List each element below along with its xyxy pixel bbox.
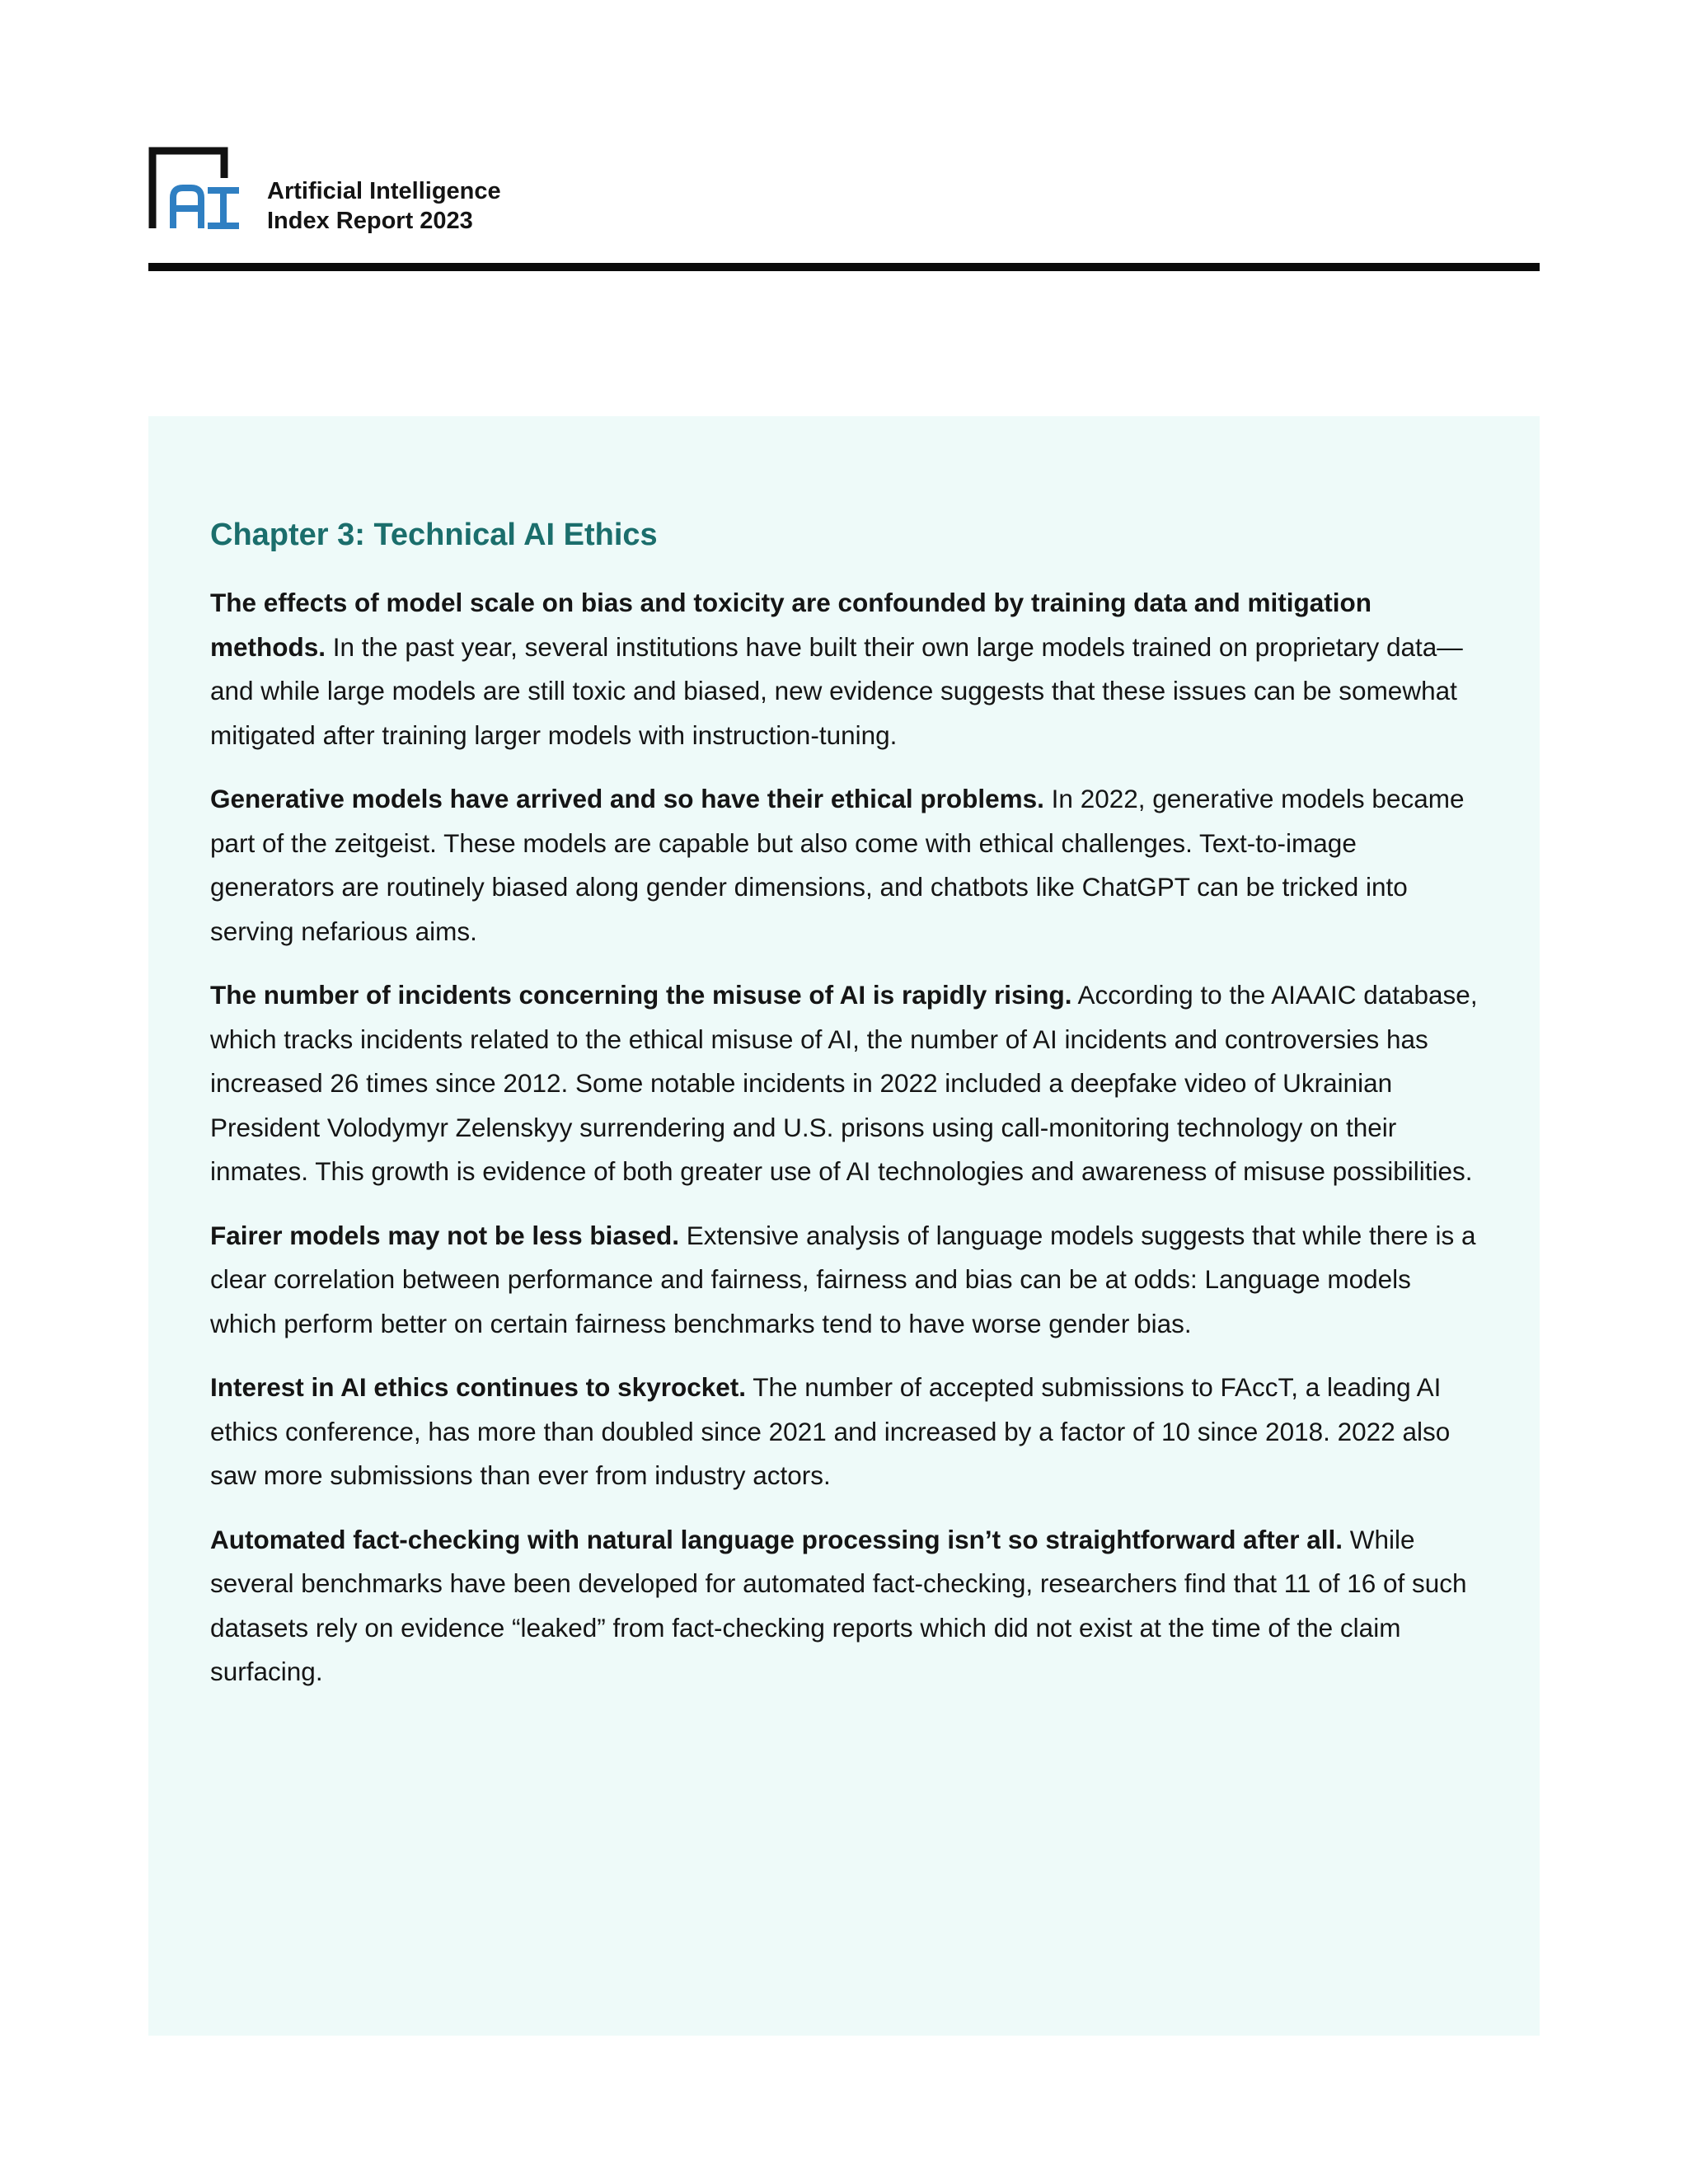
header-divider [148, 263, 1540, 271]
report-header [148, 147, 1540, 274]
highlight-body: The number of accepted submissions to FAccT, a leading AI ethics conference, has more than doubled since 2021 and increased by a factor of 10 since 2018. 2022 also saw more submissions than ever from industry actors. [210, 1372, 1451, 1490]
highlight-paragraph [210, 1518, 1479, 1694]
ai-index-logo-icon [148, 147, 241, 231]
highlight-lead: Generative models have arrived and so have their ethical problems. [210, 784, 1044, 813]
highlight-body: In 2022, generative models became part of the zeitgeist. These models are capable but also come with ethical challenges. Text-to-image generators are routinely biased along gender dimensions, and chatbots like ChatGPT can be tricked into serving nefarious aims. [210, 784, 1465, 946]
highlight-body: While several benchmarks have been developed for automated fact-checking, researchers find that 11 of 16 of such datasets rely on evidence “leaked” from fact-checking reports which did not exist at the time of the claim surfacing. [210, 1524, 1467, 1686]
chapter-highlights-content [210, 513, 1479, 1714]
highlight-paragraph [210, 1214, 1479, 1347]
chapter-highlights-panel [148, 416, 1540, 2036]
highlight-paragraph [210, 1366, 1479, 1498]
highlight-lead: Automated fact-checking with natural language processing isn’t so straightforward after all. [210, 1524, 1343, 1554]
highlight-body: According to the AIAAIC database, which tracks incidents related to the ethical misuse of AI, the number of AI incidents and controversies has increased 26 times since 2012. Some notable incidents in 2022 included a deepfake video of Ukrainian President Volodymyr Zelenskyy surrendering and U.S. prisons using call-monitoring technology on their inmates. This growth is evidence of both greater use of AI technologies and awareness of misuse possibilities. [210, 980, 1478, 1186]
report-title-line-2: Index Report 2023 [267, 208, 473, 234]
highlight-lead: Fairer models may not be less biased. [210, 1220, 679, 1250]
chapter-title: Chapter 3: Technical AI Ethics [210, 518, 658, 552]
report-title [267, 176, 501, 236]
highlight-lead: The number of incidents concerning the misuse of AI is rapidly rising. [210, 980, 1072, 1010]
highlight-body: Extensive analysis of language models suggests that while there is a clear correlation between performance and fairness, fairness and bias can be at odds: Language models which perform better on certain fairness benchmarks tend to have worse gender bias. [210, 1220, 1476, 1338]
highlight-lead: Interest in AI ethics continues to skyrocket. [210, 1372, 747, 1402]
highlight-paragraph [210, 973, 1479, 1194]
highlight-lead: The effects of model scale on bias and toxicity are confounded by training data and mitigation methods. [210, 588, 1372, 662]
report-title-line-1: Artificial Intelligence [267, 178, 501, 204]
highlight-body: In the past year, several institutions have built their own large models trained on proprietary data—and while large models are still toxic and biased, new evidence suggests that these issues can be somewhat mitigated after training larger models with instruction-tuning. [210, 631, 1463, 750]
highlight-paragraph [210, 581, 1479, 757]
highlight-paragraph [210, 777, 1479, 954]
